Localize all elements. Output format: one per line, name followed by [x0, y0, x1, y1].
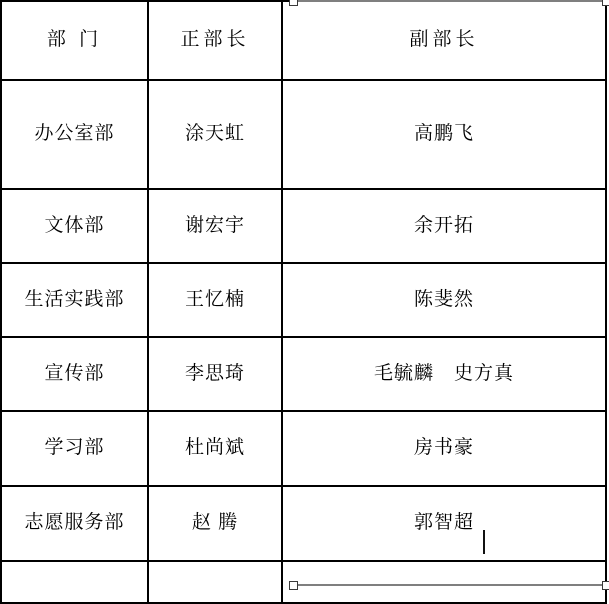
cell-head[interactable]: 王忆楠: [148, 263, 282, 337]
cell-vice-head[interactable]: 毛毓麟 史方真: [282, 337, 606, 411]
cell-department[interactable]: 宣传部: [1, 337, 148, 411]
cell-vice-head[interactable]: 郭智超: [282, 486, 606, 561]
cell-head[interactable]: 杜尚斌: [148, 411, 282, 486]
cell-vice-head[interactable]: 房书豪: [282, 411, 606, 486]
table-header-row: [1, 1, 606, 80]
cell-department[interactable]: 办公室部: [1, 80, 148, 189]
cell-head[interactable]: 赵 腾: [148, 486, 282, 561]
cell-vice-head[interactable]: 陈斐然: [282, 263, 606, 337]
selection-top-edge: [292, 0, 605, 2]
table-row: [1, 411, 606, 486]
cell-vice-head[interactable]: [282, 561, 606, 603]
table-row: [1, 263, 606, 337]
cell-head[interactable]: 谢宏宇: [148, 189, 282, 263]
table-row-empty: [1, 561, 606, 603]
cell-department[interactable]: 学习部: [1, 411, 148, 486]
column-header-head: 正部长: [148, 1, 282, 80]
cell-head[interactable]: 涂天虹: [148, 80, 282, 189]
selection-handle-top-right[interactable]: [602, 0, 609, 6]
table-row: [1, 337, 606, 411]
cell-department[interactable]: [1, 561, 148, 603]
cell-vice-head[interactable]: 余开拓: [282, 189, 606, 263]
cell-head[interactable]: [148, 561, 282, 603]
cell-head[interactable]: 李思琦: [148, 337, 282, 411]
text-caret: [483, 530, 485, 554]
table-row: [1, 486, 606, 561]
column-header-department: 部 门: [1, 1, 148, 80]
selection-handle-top-left[interactable]: [289, 0, 298, 6]
cell-department[interactable]: 生活实践部: [1, 263, 148, 337]
table-row: [1, 80, 606, 189]
cell-department[interactable]: 志愿服务部: [1, 486, 148, 561]
table-row: [1, 189, 606, 263]
column-header-vice-head: 副部长: [282, 1, 606, 80]
cell-vice-head[interactable]: 高鹏飞: [282, 80, 606, 189]
cell-department[interactable]: 文体部: [1, 189, 148, 263]
